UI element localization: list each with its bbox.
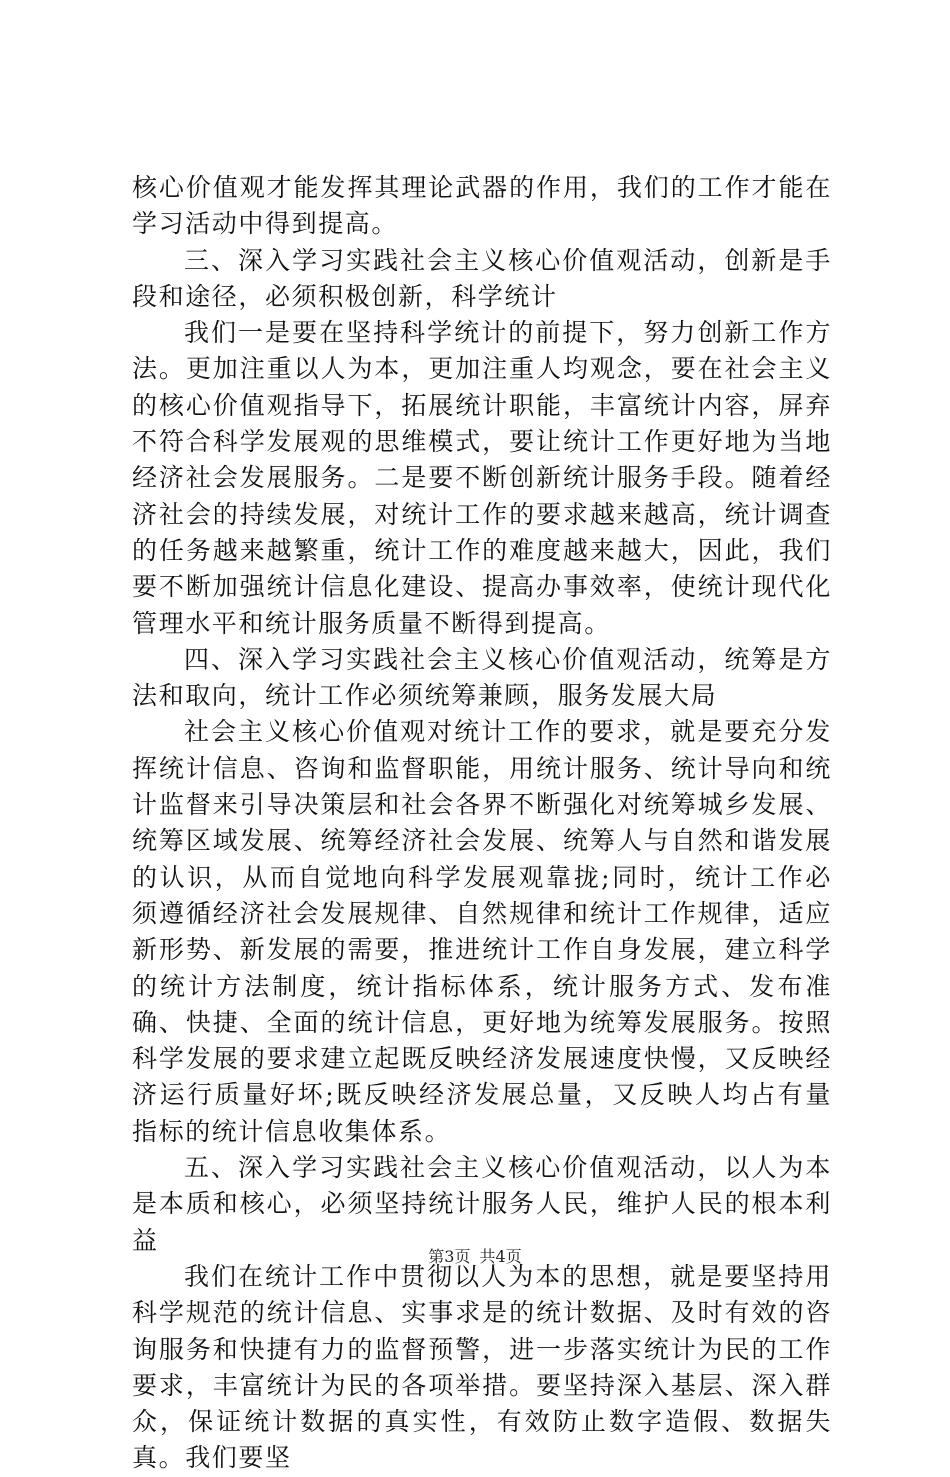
page-footer bbox=[0, 1244, 950, 1267]
paragraph-section-5: 我们在统计工作中贯彻以人为本的思想，就是要坚持用科学规范的统计信息、实事求是的统计数据、及时有效的咨询服务和快捷有力的监督预警，进一步落实统计为民的工作要求，丰富统计为民的各项举措。要坚持深入基层、深入群众，保证统计数据的真实性，有效防止数字造假、数据失真。我们要坚 bbox=[132, 1261, 832, 1473]
paragraph-section-3: 我们一是要在坚持科学统计的前提下，努力创新工作方法。更加注重以人为本，更加注重人均观念，要在社会主义的核心价值观指导下，拓展统计职能，丰富统计内容，屏弃不符合科学发展观的思维模式，要让统计工作更好地为当地经济社会发展服务。二是要不断创新统计服务手段。随着经济社会的持续发展，对统计工作的要求越来越高，统计调查的任务越来越繁重，统计工作的难度越来越大，因此，我们要不断加强统计信息化建设、提高办事效率，使统计现代化管理水平和统计服务质量不断得到提高。 bbox=[132, 318, 832, 638]
document-body bbox=[132, 170, 832, 1477]
paragraph-continuation: 核心价值观才能发挥其理论武器的作用，我们的工作才能在学习活动中得到提高。 bbox=[132, 173, 832, 239]
page-number: 第3页 bbox=[428, 1247, 471, 1266]
section-heading-3: 三、深入学习实践社会主义核心价值观活动，创新是手段和途径，必须积极创新，科学统计 bbox=[132, 245, 832, 311]
section-heading-4: 四、深入学习实践社会主义核心价值观活动，统筹是方法和取向，统计工作必须统筹兼顾，服务发展大局 bbox=[132, 644, 832, 711]
section-heading-5: 五、深入学习实践社会主义核心价值观活动，以人为本是本质和核心，必须坚持统计服务人民，维护人民的根本利益 bbox=[132, 1153, 832, 1255]
paragraph-section-4: 社会主义核心价值观对统计工作的要求，就是要充分发挥统计信息、咨询和监督职能，用统计服务、统计导向和统计监督来引导决策层和社会各界不断强化对统筹城乡发展、统筹区域发展、统筹经济社会发展、统筹人与自然和谐发展的认识，从而自觉地向科学发展观靠拢;同时，统计工作必须遵循经济社会发展规律、自然规律和统计工作规律，适应新形势、新发展的需要，推进统计工作自身发展，建立科学的统计方法制度，统计指标体系，统计服务方式、发布准确、快捷、全面的统计信息，更好地为统筹发展服务。按照科学发展的要求建立起既反映经济发展速度快慢，又反映经济运行质量好坏;既反映经济发展总量，又反映人均占有量指标的统计信息收集体系。 bbox=[132, 717, 832, 1146]
page-total: 共4页 bbox=[479, 1247, 522, 1266]
